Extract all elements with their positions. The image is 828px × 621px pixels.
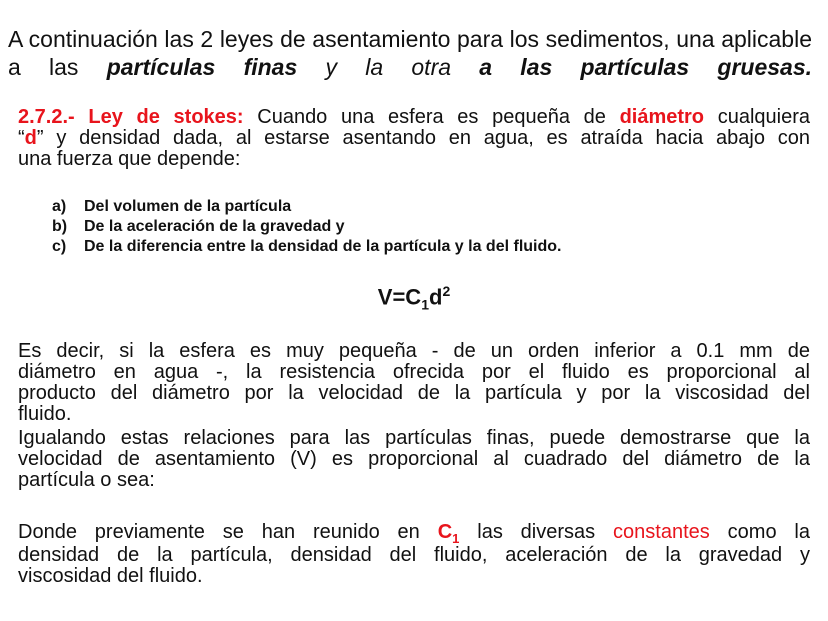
formula — [0, 283, 828, 313]
para2-line: partícula o sea: — [18, 469, 155, 491]
keyword-diametro: diámetro — [619, 106, 705, 128]
text: ” y densidad dada, al estarse asentando en agua, es atraída hacia abajo con — [36, 127, 810, 149]
subscript: 1 — [421, 296, 429, 313]
text: las diversas — [477, 521, 596, 543]
section-line-1 — [18, 107, 810, 128]
emphasis-fine: partículas finas — [106, 54, 298, 80]
subscript: 1 — [452, 531, 460, 546]
para1-line: Es decir, si la esfera es muy pequeña - de un orden inferior a 0.1 mm de — [18, 340, 810, 362]
text: a las — [8, 54, 79, 80]
list-marker: b) — [52, 218, 68, 235]
para2-line: velocidad de asentamiento (V) es proporcional al cuadrado del diámetro de la — [18, 448, 810, 470]
list-item — [52, 238, 561, 256]
formula-text: d — [428, 284, 443, 310]
list-text: Del volumen de la partícula — [84, 198, 292, 215]
para3-line-2: densidad de la partícula, densidad del fluido, aceleración de la gravedad y — [18, 544, 810, 566]
list-marker: c) — [52, 238, 67, 255]
para1-line: fluido. — [18, 403, 72, 425]
list-marker: a) — [52, 198, 67, 215]
text: C — [437, 521, 453, 543]
text: Cuando una esfera es pequeña de — [257, 106, 606, 128]
section-line-3: una fuerza que depende: — [18, 148, 241, 170]
keyword-constantes: constantes — [613, 521, 710, 543]
text-italic: y la otra — [325, 54, 452, 80]
list-text: De la aceleración de la gravedad y — [84, 218, 345, 235]
list-text: De la diferencia entre la densidad de la partícula y la del fluido. — [84, 238, 562, 255]
intro-line-1: A continuación las 2 leyes de asentamiento para los sedimentos, una aplicable — [8, 26, 812, 52]
para1-line: producto del diámetro por la velocidad de la partícula y por la viscosidad del — [18, 382, 810, 404]
keyword-d: d — [24, 127, 37, 149]
section-line-2 — [18, 128, 810, 149]
constant-c1 — [437, 521, 460, 546]
para1-line: diámetro en agua -, la resistencia ofrecida por el fluido es proporcional al — [18, 361, 810, 383]
text: como la — [727, 521, 810, 543]
emphasis-coarse: a las partículas gruesas. — [479, 54, 813, 80]
formula-text: V=C — [377, 284, 422, 310]
text: “ — [18, 127, 25, 149]
list-item — [52, 218, 345, 236]
intro-line-2 — [8, 54, 812, 81]
section-heading: 2.7.2.- Ley de stokes: — [18, 106, 244, 128]
text: Donde previamente se han reunido en — [18, 521, 420, 543]
para2-line: Igualando estas relaciones para las partículas finas, puede demostrarse que la — [18, 427, 810, 449]
superscript: 2 — [442, 283, 451, 299]
text: cualquiera — [717, 106, 811, 128]
para3-line-3: viscosidad del fluido. — [18, 565, 203, 587]
list-item — [52, 198, 291, 216]
